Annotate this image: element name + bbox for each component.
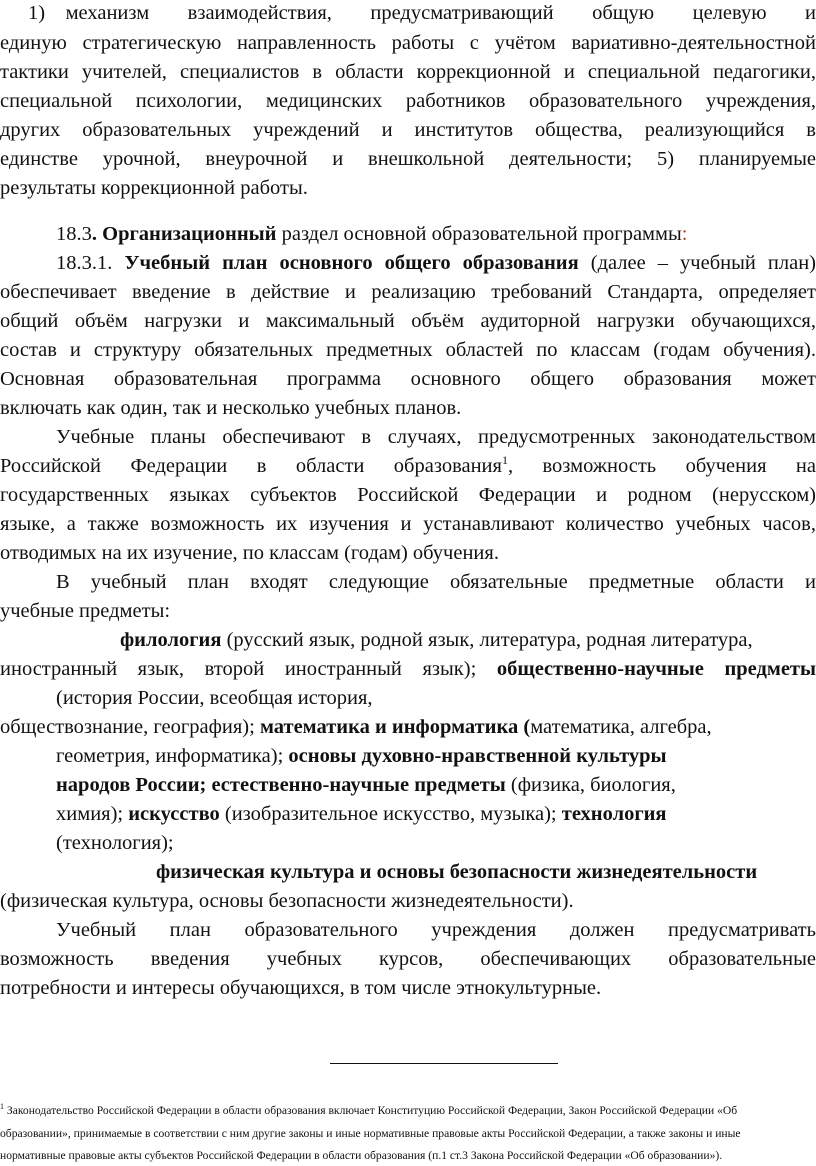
p1-line-1: 1) механизм взаимодействия, предусматривающий общую целевую и	[28, 2, 816, 24]
s1831-line-2: обеспечивает введение в действие и реализацию требований Стандарта, определяет	[0, 281, 816, 303]
p3-line-5: отводимых на их изучение, по классам (годам) обучения.	[0, 542, 499, 564]
subsection-title: Учебный план основного общего образования	[124, 252, 579, 274]
p1-line-6: единстве урочной, внеурочной и внешкольной деятельности; 5) планируемые	[0, 148, 816, 170]
subjects-line-4	[0, 714, 816, 741]
section-title-rest: раздел основной образовательной программы	[276, 223, 682, 245]
footnote-ref[interactable]: 1	[501, 453, 508, 467]
p6-line-1: Учебный план образовательного учреждения должен предусматривать	[56, 919, 816, 941]
p3-line-3: государственных языках субъектов Российской Федерации и родном (нерусском)	[0, 484, 816, 506]
subjects-line-1-rest: (русский язык, родной язык, литература, родная литература,	[221, 629, 753, 651]
p1-line-4: специальной психологии, медицинских работников образовательного учреждения,	[0, 90, 816, 112]
footnote-line-2: образовании», принимаемые в соответствии с ним другие законы и иные нормативные правовые акты Российской Федерации, а также законы и иные	[0, 1127, 741, 1140]
subject-philology: филология	[120, 629, 222, 651]
subjects-line-8: (технология);	[56, 832, 174, 854]
subjects-line-7-text: химия);	[56, 803, 129, 825]
s1831-line-1-rest: (далее – учебный план)	[578, 252, 816, 274]
p3-line-1: Учебные планы обеспечивают в случаях, предусмотренных законодательством	[56, 426, 816, 448]
section-heading	[56, 221, 816, 248]
p1-line-5: других образовательных учреждений и институтов общества, реализующийся в	[0, 119, 816, 141]
p3-line-2	[0, 453, 816, 480]
section-colon: :	[681, 223, 688, 245]
section-title-bold: . Организационный	[91, 223, 277, 245]
subjects-line-2	[0, 656, 816, 683]
subjects-line-2-text: иностранный язык, второй иностранный язык);	[0, 658, 497, 680]
subject-social-science: общественно-научные предметы	[496, 658, 816, 680]
p6-line-2: возможность введения учебных курсов, обеспечивающих образовательные	[0, 948, 816, 970]
p6-line-3: потребности и интересы обучающихся, в том числе этнокультурные.	[0, 977, 602, 999]
subjects-line-6	[56, 772, 816, 799]
p1-line-2: единую стратегическую направленность работы с учётом вариативно-деятельностной	[0, 32, 816, 54]
subject-technology: технология	[561, 803, 667, 825]
s1831-line-5: Основная образовательная программа основного общего образования может	[0, 368, 816, 390]
p3-line-2-start: Российской Федерации в области образования	[0, 455, 502, 477]
subject-art: искусство	[128, 803, 220, 825]
subjects-line-6-rest: (физика, биология,	[505, 774, 676, 796]
p1-line-3: тактики учителей, специалистов в области коррекционной и специальной педагогики,	[0, 61, 816, 83]
subjects-line-3: (история России, всеобщая история,	[56, 687, 373, 709]
subject-natural-science: народов России; естественно-научные предметы	[56, 774, 506, 796]
footnote-line-3: нормативные правовые акты субъектов Российской Федерации в области образования (п.1 ст.3 Закона Российской Федерации «Об образовании»).	[0, 1149, 723, 1162]
p1-line-7: результаты коррекционной работы.	[0, 177, 308, 199]
p3-line-4: языке, а также возможность их изучения и устанавливают количество учебных часов,	[0, 513, 816, 535]
footnote-line-1	[0, 1103, 816, 1119]
subjects-line-7-mid: (изобразительное искусство, музыка);	[219, 803, 562, 825]
subject-math: математика и информатика (	[259, 716, 531, 738]
subject-spiritual-culture: основы духовно-нравственной культуры	[288, 745, 667, 767]
subjects-line-5	[56, 743, 816, 770]
subjects-line-7	[56, 801, 816, 828]
s1831-line-1	[56, 250, 816, 277]
p4-line-2: учебные предметы:	[0, 600, 171, 622]
s1831-line-3: общий объём нагрузки и максимальный объём аудиторной нагрузки обучающихся,	[0, 310, 816, 332]
footnote-mark: 1	[0, 1102, 4, 1111]
section-number: 18.3	[56, 223, 92, 245]
footnote-separator	[330, 1063, 558, 1064]
subjects-line-4-rest: математика, алгебра,	[530, 716, 712, 738]
subsection-number: 18.3.1.	[56, 252, 125, 274]
subject-physical-culture: физическая культура и основы безопасности жизнедеятельности	[156, 861, 758, 883]
s1831-line-6: включать как один, так и несколько учебных планов.	[0, 397, 462, 419]
subjects-line-4-text: обществознание, география);	[0, 716, 260, 738]
subjects-line-1	[120, 627, 816, 654]
s1831-line-4: состав и структуру обязательных предметных областей по классам (годам обучения).	[0, 339, 816, 361]
footnote-line-1-text: Законодательство Российской Федерации в области образования включает Конституцию Российской Федерации, Закон Российской Федерации «Об	[4, 1104, 738, 1117]
p3-line-2-end: , возможность обучения на	[507, 455, 816, 477]
subjects-line-5-text: геометрия, информатика);	[56, 745, 289, 767]
p4-line-1: В учебный план входят следующие обязательные предметные области и	[56, 571, 816, 593]
subjects-line-10: (физическая культура, основы безопасности жизнедеятельности).	[0, 890, 574, 912]
